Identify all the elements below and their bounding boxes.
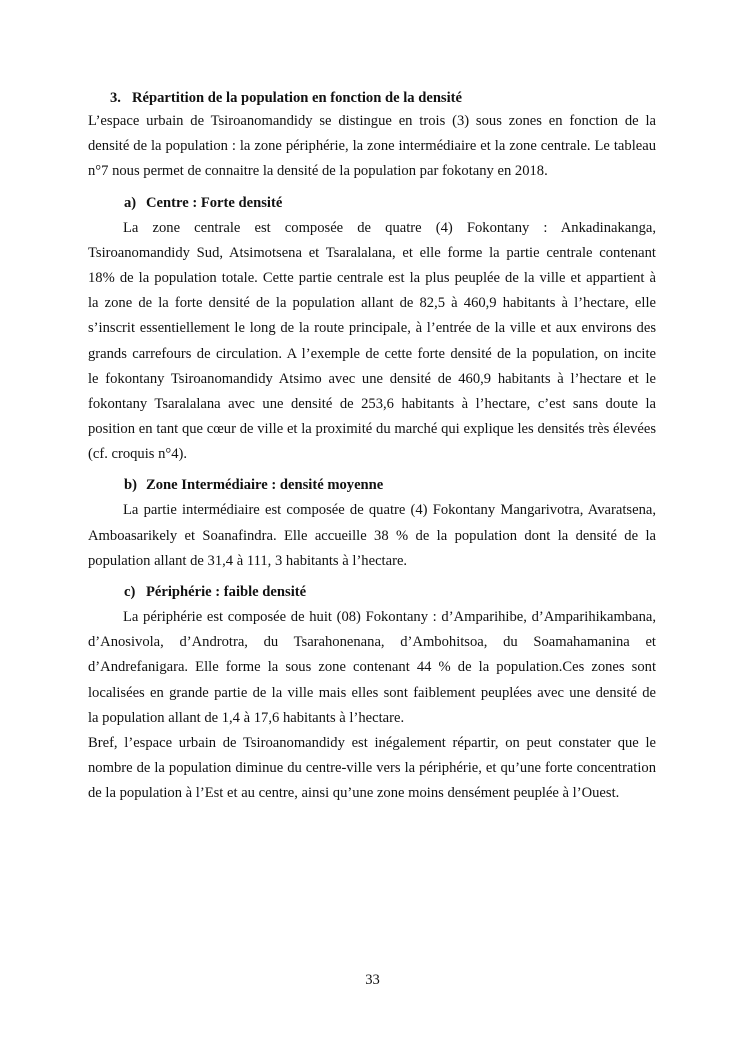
section-heading (88, 88, 656, 108)
subsection-heading-centre (88, 193, 656, 213)
subsection-heading-peripherie (88, 582, 656, 602)
subsection-letter: c) (124, 584, 136, 600)
paragraph-line: L’espace urbain de Tsiroanomandidy se distingue en trois (3) sous zones en fonction de la (88, 113, 656, 129)
paragraph-line: de la population à l’Est et au centre, ainsi qu’une zone moins densément peuplée à l’Ouest. (88, 785, 620, 802)
document-page (88, 88, 656, 807)
paragraph-line: le fokontany Tsiroanomandidy Atsimo avec une densité de 460,9 habitants à l’hectare et le (88, 370, 656, 387)
paragraph-centre (88, 216, 656, 468)
intro-paragraph (88, 109, 656, 185)
paragraph-peripherie (88, 605, 656, 731)
subsection-letter: a) (124, 194, 137, 211)
paragraph-line: grands carrefours de circulation. A l’exemple de cette forte densité de la population, on incite (88, 345, 656, 362)
subsection-title: Périphérie : faible densité (146, 584, 307, 600)
paragraph-line: fokontany Tsaralalana avec une densité de 253,6 habitants à l’hectare, c’est sans doute la (88, 395, 656, 412)
paragraph-line: d’Anosivola, d’Androtra, du Tsarahonenana, d’Ambohitsoa, du Soamahamanina et (88, 634, 656, 651)
paragraph-line: La périphérie est composée de huit (08) Fokontany : d’Amparihibe, d’Amparihikambana, (123, 609, 656, 625)
paragraph-line: La zone centrale est composée de quatre (4) Fokontany : Ankadinakanga, (123, 219, 656, 236)
paragraph-line: Amboasarikely et Soanafindra. Elle accueille 38 % de la population dont la densité de la (88, 527, 656, 544)
paragraph-line: population allant de 31,4 à 111, 3 habitants à l’hectare. (88, 552, 408, 569)
paragraph-line: Bref, l’espace urbain de Tsiroanomandidy est inégalement répartir, on peut constater que le (88, 734, 656, 751)
paragraph-intermediaire (88, 498, 656, 574)
subsection-heading-intermediaire (88, 475, 656, 495)
paragraph-line: localisées en grande partie de la ville mais elles sont faiblement peuplées avec une densité de (88, 684, 656, 701)
paragraph-line: s’inscrit essentiellement le long de la route principale, à l’entrée de la ville et aux environs des (88, 320, 656, 337)
subsection-title: Zone Intermédiaire : densité moyenne (146, 477, 384, 494)
paragraph-line: d’Andrefanigara. Elle forme la sous zone contenant 44 % de la population.Ces zones sont (88, 659, 656, 676)
paragraph-line: la zone de la forte densité de la population allant de 82,5 à 460,9 habitants à l’hectare, elle (88, 295, 656, 312)
paragraph-line: nombre de la population diminue du centre-ville vers la périphérie, et qu’une forte concentration (88, 760, 656, 777)
section-title: Répartition de la population en fonction de la densité (132, 90, 463, 106)
paragraph-line: n°7 nous permet de connaitre la densité de la population par fokotany en 2018. (88, 163, 548, 180)
paragraph-line: densité de la population : la zone périphérie, la zone intermédiaire et la zone centrale. Le tableau (88, 138, 656, 155)
subsection-title: Centre : Forte densité (146, 194, 283, 211)
paragraph-line: Tsiroanomandidy Sud, Atsimotsena et Tsaralalana, et elle forme la partie centrale contenant (88, 244, 656, 261)
paragraph-line: La partie intermédiaire est composée de quatre (4) Fokontany Mangarivotra, Avaratsena, (123, 502, 656, 519)
paragraph-line: position en tant que cœur de ville et la proximité du marché qui explique les densités très élevées (88, 421, 656, 438)
paragraph-line: la population allant de 1,4 à 17,6 habitants à l’hectare. (88, 709, 405, 726)
conclusion-paragraph (88, 731, 656, 807)
subsection-letter: b) (124, 477, 137, 494)
section-number: 3. (110, 90, 121, 106)
paragraph-line: (cf. croquis n°4). (88, 446, 188, 463)
paragraph-line: 18% de la population totale. Cette partie centrale est la plus peuplée de la ville et appartient à (88, 269, 656, 286)
page-number: 33 (365, 972, 380, 988)
